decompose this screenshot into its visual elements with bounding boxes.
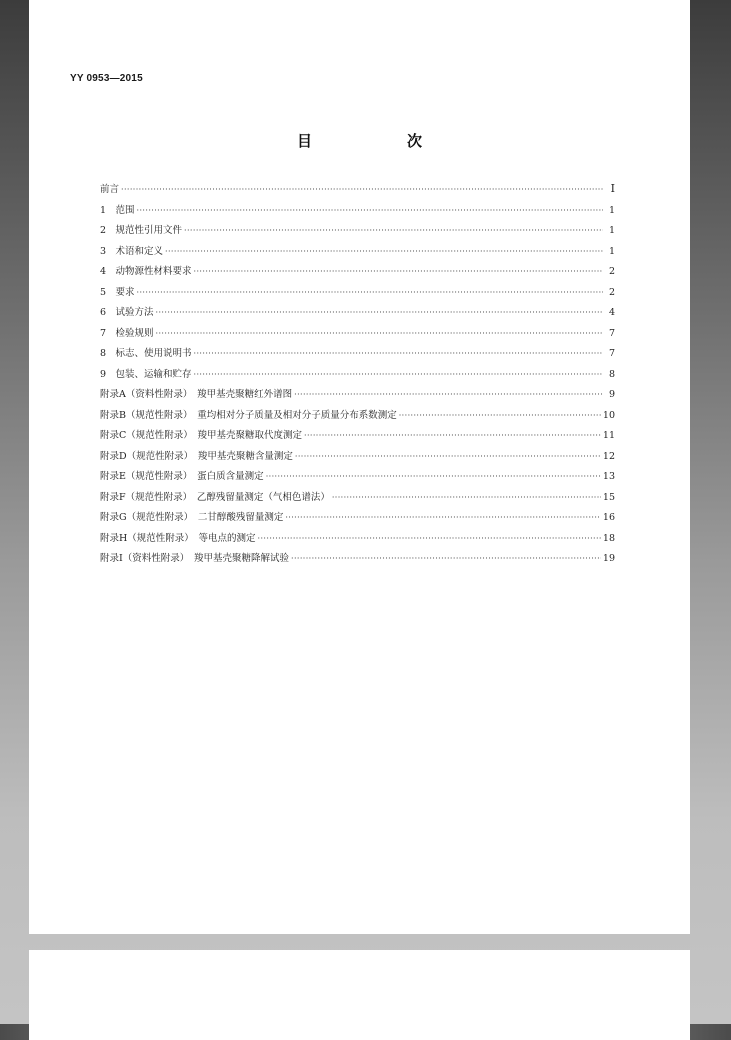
toc-leader-dots (156, 329, 603, 338)
toc-title: 目 次 (296, 132, 462, 150)
toc-entry-label: 附录B（规范性附录） 重均相对分子质量及相对分子质量分布系数测定 (100, 409, 397, 421)
toc-entry-page: 9 (608, 389, 615, 400)
toc-entry-test-methods[interactable] (100, 304, 615, 325)
toc-entry-label: 7 检验规则 (100, 327, 154, 339)
next-document-page[interactable] (29, 950, 690, 1040)
document-code: YY 0953—2015 (70, 73, 143, 84)
toc-entry-page: 2 (608, 286, 615, 298)
toc-entry-page: 18 (602, 532, 615, 544)
toc-entry-page: 1 (608, 225, 615, 236)
toc-leader-dots (332, 493, 601, 502)
toc-entry-scope[interactable] (100, 202, 615, 223)
toc-entry-label: 前言 (100, 184, 120, 195)
toc-entry-page: 16 (602, 512, 615, 523)
toc-leader-dots (258, 534, 601, 543)
toc-leader-dots (156, 308, 603, 317)
toc-entry-label: 附录E（规范性附录） 蛋白质含量测定 (100, 471, 264, 482)
toc-entry-animal-material[interactable] (100, 263, 615, 284)
toc-leader-dots (194, 267, 603, 276)
toc-entry-page: 15 (602, 491, 615, 503)
toc-entry-label: 8 标志、使用说明书 (100, 348, 192, 359)
toc-leader-dots (399, 411, 601, 420)
toc-entry-label: 6 试验方法 (100, 307, 154, 318)
toc-entry-label: 附录D（规范性附录） 羧甲基壳聚糖含量测定 (100, 450, 293, 462)
toc-entry-label: 9 包装、运输和贮存 (100, 368, 192, 380)
toc-entry-inspection-rules[interactable] (100, 325, 615, 346)
toc-entry-page: I (610, 182, 615, 195)
toc-entry-label: 2 规范性引用文件 (100, 225, 183, 236)
toc-leader-dots (184, 226, 603, 235)
toc-entry-marking[interactable] (100, 345, 615, 366)
toc-entry-foreword[interactable] (100, 181, 615, 202)
toc-entry-annex-f[interactable] (100, 489, 615, 510)
toc-entry-terms[interactable] (100, 243, 615, 264)
toc-entry-page: 10 (602, 409, 615, 421)
toc-entry-normative-references[interactable] (100, 222, 615, 243)
toc-entry-annex-e[interactable] (100, 468, 615, 489)
toc-leader-dots (304, 431, 601, 440)
toc-entry-annex-h[interactable] (100, 530, 615, 551)
toc-leader-dots (194, 349, 603, 358)
toc-leader-dots (266, 472, 601, 481)
toc-leader-dots (291, 554, 601, 563)
toc-leader-dots (285, 513, 601, 522)
document-page[interactable] (29, 0, 690, 934)
toc-entry-requirements[interactable] (100, 284, 615, 305)
toc-entry-label: 1 范围 (100, 204, 135, 216)
toc-entry-packaging[interactable] (100, 366, 615, 387)
toc-entry-annex-a[interactable] (100, 386, 615, 407)
toc-entry-label: 附录F（规范性附录） 乙醇残留量测定（气相色谱法） (100, 491, 330, 503)
toc-leader-dots (165, 247, 603, 256)
toc-entry-label: 5 要求 (100, 286, 135, 298)
toc-leader-dots (121, 185, 603, 194)
toc-leader-dots (137, 206, 603, 215)
toc-entry-page: 19 (602, 553, 615, 564)
toc-entry-annex-i[interactable] (100, 550, 615, 571)
toc-entry-annex-c[interactable] (100, 427, 615, 448)
toc-entry-annex-b[interactable] (100, 407, 615, 428)
toc-entry-annex-g[interactable] (100, 509, 615, 530)
toc-entry-annex-d[interactable] (100, 448, 615, 469)
toc-entry-page: 13 (602, 471, 615, 482)
toc-leader-dots (294, 390, 603, 399)
toc-entry-page: 1 (608, 245, 615, 257)
toc-entry-page: 7 (608, 327, 615, 339)
toc-leader-dots (295, 452, 601, 461)
toc-entry-page: 7 (608, 348, 615, 359)
toc-leader-dots (137, 288, 603, 297)
toc-entry-page: 2 (608, 266, 615, 277)
toc-entry-label: 附录G（规范性附录） 二甘醇酸残留量测定 (100, 512, 284, 523)
toc-entry-label: 附录A（资料性附录） 羧甲基壳聚糖红外谱图 (100, 389, 293, 400)
toc-entry-label: 附录H（规范性附录） 等电点的测定 (100, 532, 256, 544)
table-of-contents (100, 181, 615, 571)
toc-leader-dots (194, 370, 603, 379)
toc-entry-page: 11 (602, 430, 615, 441)
toc-entry-page: 4 (608, 307, 615, 318)
toc-entry-page: 8 (608, 368, 615, 380)
toc-entry-label: 4 动物源性材料要求 (100, 266, 192, 277)
toc-entry-page: 1 (608, 204, 615, 216)
toc-entry-label: 附录C（规范性附录） 羧甲基壳聚糖取代度测定 (100, 430, 303, 441)
toc-entry-label: 3 术语和定义 (100, 245, 164, 257)
toc-entry-page: 12 (602, 450, 615, 462)
toc-entry-label: 附录I（资料性附录） 羧甲基壳聚糖降解试验 (100, 553, 290, 564)
